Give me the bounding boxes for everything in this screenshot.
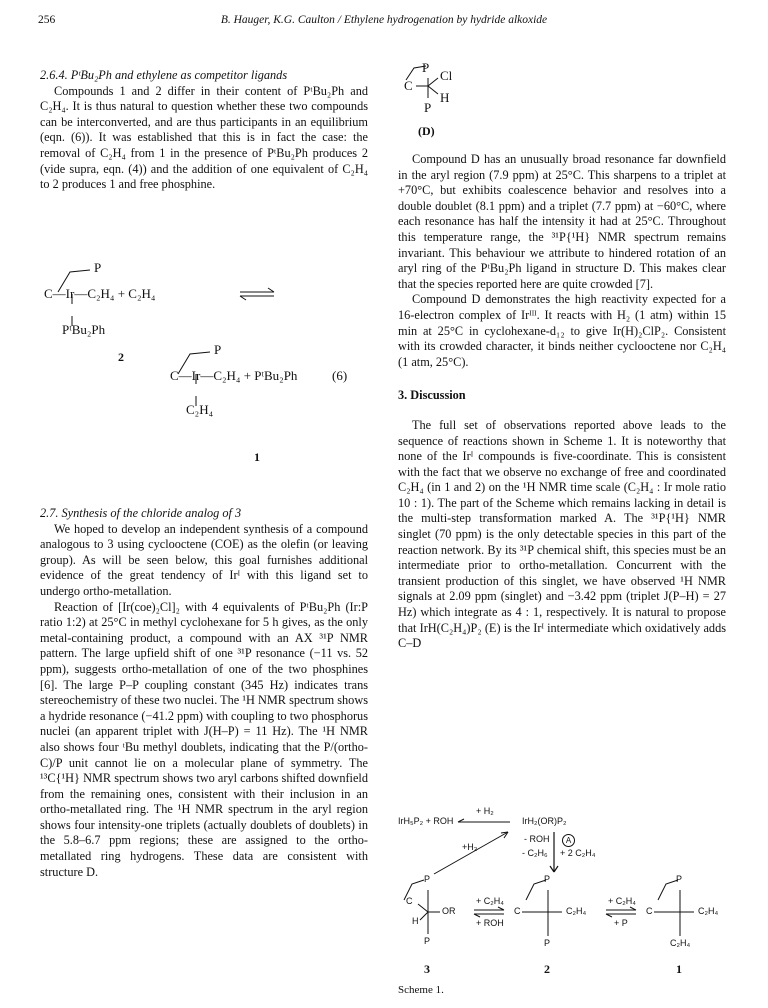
scheme-top-right: IrH₂(OR)P₂ xyxy=(522,816,567,826)
structure-D-cl: Cl xyxy=(440,68,453,83)
discussion-paragraph: The full set of observations reported above leads to the sequence of reactions shown in Scheme 1. It is noteworthy that none of the Irᴵ compounds is five-coordinate. This is consistent with the fact that we observe no exchange of free and coordinated C₂H₄ (in 1 and 2) on the ¹H NMR time scale (C₂H₄ : Ir mole ratio 10 : 1). The part of the Scheme which remains lacking in detail is the multi-step transformation marked A. The ³¹P{¹H} NMR singlet (70 ppm) is the only detectable species in this part of the reaction network. By its ³¹P chemical shift, this species must be an intermediate prior to ortho-metallation. Concurrent with the transient production of this singlet, we have observed ¹H NMR signals at 2.09 ppm (singlet) and −3.42 ppm (triplet J(P–H) = 27 Hz) which integrate as 4 : 1, respectively. It is natural to propose that IrH(C₂H₄)P₂ (E) is the Irᴵ intermediate which oxidatively adds C–D xyxy=(398,417,726,651)
section-3-heading: 3. Discussion xyxy=(398,388,466,403)
scheme-arrow2-bottom: + P xyxy=(614,918,628,928)
scheme-m2-c: C xyxy=(514,906,521,916)
page-number: 256 xyxy=(38,14,56,26)
scheme-number-1: 1 xyxy=(676,962,682,976)
scheme-step-A-badge: A xyxy=(562,834,575,847)
scheme-down-label-2: - C₂H₆ xyxy=(522,848,548,858)
scheme-m3-h: H xyxy=(412,916,419,926)
scheme-m3-c: C xyxy=(406,896,413,906)
scheme-1-text xyxy=(398,806,728,1004)
structure-D-p-top: P xyxy=(422,60,430,75)
scheme-m2-c2h4: C₂H₄ xyxy=(566,906,587,916)
scheme-diag-arrow-label: +H₂ xyxy=(462,842,478,852)
eq-top-below: PᵗBu₂Ph xyxy=(62,322,106,337)
scheme-m2-p-bottom: P xyxy=(544,938,551,948)
compound-D-paragraph-1: Compound D has an unusually broad resonance far downfield in the aryl region (7.9 ppm) at 25°C. This sharpens to a triplet at +70°C, but exhibits coalescence behavior and resolves into a double doublet (8.1 ppm) and a triplet (7.7 ppm) at −60°C, where each resonance has half the intensity it had at 25°C. Throughout this temperature range, the ³¹P{¹H} NMR spectrum remains invariant. This behaviour we attribute to hindered rotation of an aryl ring of the PᵗBu₂Ph ligand in structure D. This makes clear that the species reported here are quite crowded [7]. xyxy=(398,152,726,291)
eq-top-p: P xyxy=(94,260,102,275)
scheme-number-2: 2 xyxy=(544,962,550,976)
eq-number: (6) xyxy=(332,368,348,383)
eq-bot-lhs: C—Ir—C₂H₄ + PᵗBu₂Ph xyxy=(170,368,298,383)
section-2-7-paragraph-1: We hoped to develop an independent synthesis of a compound analogous to 3 using cyclooctene (COE) as the olefin (or leaving group). As will be seen below, this goal furnishes additional evidence of the great tendency of Irᴵ with this ligand set to undergo ortho-metallation. xyxy=(40,521,368,598)
scheme-m2-p-top: P xyxy=(544,874,551,884)
scheme-m1-c2h4: C₂H₄ xyxy=(698,906,719,916)
structure-D xyxy=(398,60,498,150)
scheme-m3-p-bottom: P xyxy=(424,936,431,946)
running-title: B. Hauger, K.G. Caulton / Ethylene hydrogenation by hydride alkoxide xyxy=(220,14,548,26)
eq-top-compound-number: 2 xyxy=(118,350,124,364)
left-column-lower xyxy=(40,506,368,880)
section-2-7-paragraph-2: Reaction of [Ir(coe)₂Cl]₂ with 4 equivalents of PᵗBu₂Ph (Ir:P ratio 1:2) at 25°C in methyl cyclohexane for 5 h gives, as the only metal-containing product, a compound with an AX ³¹P NMR pattern. The large upfield shift of one ³¹P resonance (−11 vs. 52 ppm), suggests ortho-metallation of one of the two phosphines [6]. The large P–P coupling constant (345 Hz) indicates trans stereochemistry of these two nuclei. The ¹H NMR spectrum shows a hydride resonance (−41.2 ppm) with coupling to two phosphorus nuclei (an apparent triplet with J(H–P) = 11 Hz). The ¹H NMR also shows four ᵗBu methyl doublets, indicating that the P/(ortho-C)/P unit cannot lie on a molecular plane of symmetry. The ¹³C{¹H} NMR spectrum shows two aryl carbons shifted downfield from the remaining ones, consistent with their inclusion in an ortho-metallated ring. The ¹H NMR spectrum in the aryl region shows four intensity-one triplets (actually doublets of doublets) in the 5.8–6.7 ppm regions; these are assigned to the ortho-metallated ring hydrogens. These data are consistent with structure D. xyxy=(40,599,368,879)
scheme-arrow2-top: + C₂H₄ xyxy=(608,896,636,906)
scheme-m1-bottom: C₂H₄ xyxy=(670,938,691,948)
structure-D-h: H xyxy=(440,90,450,105)
equation-6-bonds xyxy=(40,252,370,472)
scheme-down-label-1: - ROH xyxy=(524,834,550,844)
section-2-6-4-paragraph: Compounds 1 and 2 differ in their content of PᵗBu₂Ph and C₂H₄. It is thus natural to question whether these two compounds can be interconverted, and are thus participants in an equilibrium (eqn. (6)). It was established that this is in fact the case: the removal of C₂H₄ from 1 in the presence of PᵗBu₂Ph produces 2 (vide supra, eqn. (4)) and the addition of one equivalent of C₂H₄ to 2 produces 1 and free phosphine. xyxy=(40,83,368,192)
scheme-m3-p-top: P xyxy=(424,874,431,884)
scheme-top-arrow-label: + H₂ xyxy=(476,806,494,816)
scheme-m1-p-top: P xyxy=(676,874,683,884)
structure-D-label: (D) xyxy=(418,124,435,138)
scheme-caption: Scheme 1. xyxy=(398,984,444,996)
eq-top-lhs: C—Ir—C₂H₄ + C₂H₄ xyxy=(44,286,156,301)
scheme-top-left: IrH₅P₂ + ROH xyxy=(398,816,454,826)
eq-bot-p: P xyxy=(214,342,222,357)
section-2-6-4-heading: 2.6.4. PᵗBu₂Ph and ethylene as competitor ligands xyxy=(40,68,288,82)
scheme-m3-or: OR xyxy=(442,906,456,916)
compound-D-paragraph-2: Compound D demonstrates the high reactivity expected for a 16-electron complex of Irᴵᴵᴵ. It reacts with H₂ (1 atm) within 15 min at 25°C in cyclohexane-d₁₂ to give Ir(H)₂ClP₂. Consistent with its crowded character, it binds neither cyclooctene nor C₂H₄ (1 atm, 25°C). xyxy=(398,292,726,369)
eq-bot-compound-number: 1 xyxy=(254,450,260,464)
section-2-7-heading: 2.7. Synthesis of the chloride analog of 3 xyxy=(40,506,242,520)
scheme-number-3: 3 xyxy=(424,962,430,976)
scheme-m1-c: C xyxy=(646,906,653,916)
structure-D-p-bottom: P xyxy=(424,100,432,115)
right-column xyxy=(398,152,726,652)
scheme-1 xyxy=(398,806,728,1004)
equation-6 xyxy=(40,252,370,472)
scheme-down-label-3: + 2 C₂H₄ xyxy=(560,848,596,858)
scheme-arrow1-bottom: + ROH xyxy=(476,918,504,928)
eq-bot-below: C₂H₄ xyxy=(186,402,214,417)
structure-D-c: C xyxy=(404,78,413,93)
running-header xyxy=(38,14,730,30)
left-column xyxy=(40,68,368,193)
scheme-arrow1-top: + C₂H₄ xyxy=(476,896,504,906)
